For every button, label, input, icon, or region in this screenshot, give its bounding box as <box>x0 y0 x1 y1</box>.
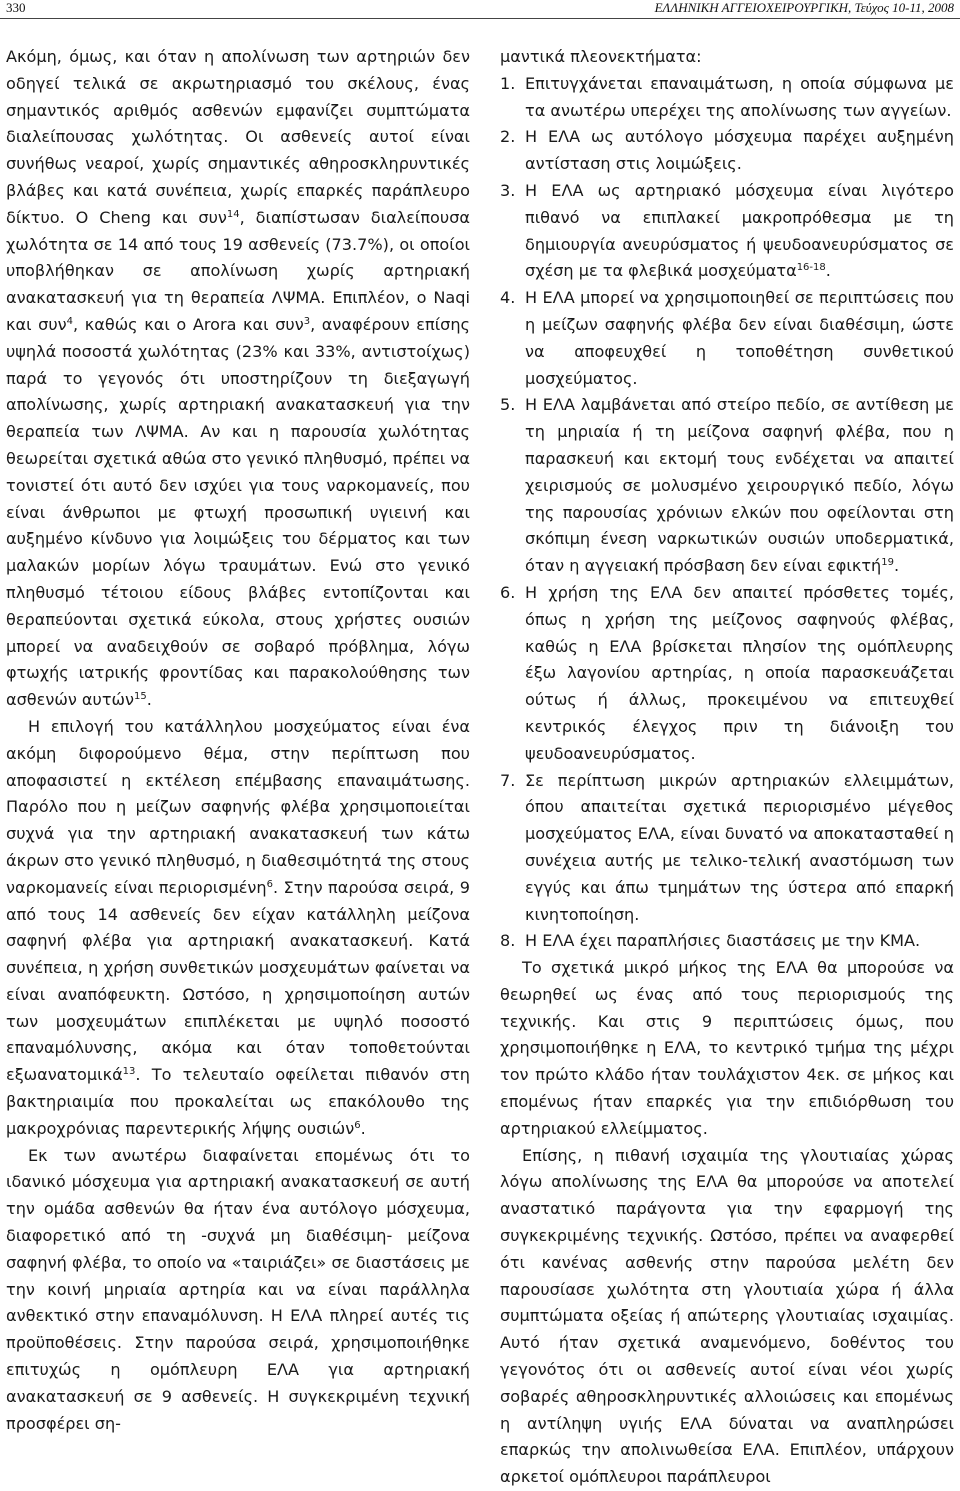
citation: 4 <box>66 315 74 327</box>
running-header: ΕΛΛΗΝΙΚΗ ΑΓΓΕΙΟΧΕΙΡΟΥΡΓΙΚΗ, Τεύχος 10-11, 2008 <box>654 0 954 15</box>
list-item: 8. Η ΕΛΑ έχει παραπλήσιες διαστάσεις με την ΚΜΑ. <box>500 931 921 951</box>
header-rule <box>0 18 960 19</box>
citation: 3 <box>303 315 311 327</box>
right-column <box>500 44 954 1491</box>
citation: 13 <box>122 1066 136 1078</box>
paragraph-gluteal-ischemia: Επίσης, η πιθανή ισχαιμία της γλουτιαίας χώρας λόγω απολίνωσης της ΕΛΑ θα μπορούσε να αποτελεί αναστατικό παράγοντα για την εφαρμογή της συγκεκριμένης τεχνικής. Ωστόσο, πρέπει να αναφερθεί ότι κανένας ασθενής στην παρούσα μελέτη δεν παρουσίασε χωλότητα στη γλουτιαία χώρα ή άλλα συμπτώματα οξείας ή απώτερης γλουτιαίας ισχαιμίας. Αυτό ήταν σχετικά αναμενόμενο, δοθέντος του γεγονότος ότι οι ασθενείς αυτοί είναι νέοι χωρίς σοβαρές αθηροσκληρυντικές αλλοιώσεις και επομένως η αντίληψη υγιής ΕΛΑ δύναται να αναπληρώσει επαρκώς την απολινωθείσα ΕΛΑ. Επιπλέον, υπάρχουν αρκετοί ομόπλευροι παράπλευροι <box>500 1145 954 1487</box>
paragraph-claudication: Ακόμη, όμως, και όταν η απολίνωση των αρτηριών δεν οδηγεί τελικά σε ακρωτηριασμό του σκέλους, ένας σημαντικός αριθμός ασθενών εμφανίζει συμπτώματα διαλείπουσας χωλότητας. Οι ασθενείς αυτοί είναι συνήθως νεαροί, χωρίς σημαντικές αθηροσκληρυντικές βλάβες και κατά συνέπεια, χωρίς επαρκές παράπλευρο δίκτυο. Ο Cheng και συν$^{14}$, διαπίστωσαν διαλείπουσα χωλότητα σε 14 από τους 19 ασθενείς (73.7%), οι οποίοι υποβλήθηκαν σε απολίνωση χωρίς αρτηριακή ανακατασκευή για τη θεραπεία ΛΨΜΑ. Επιπλέον, ο Naqi και συν$^4$, καθώς και ο Arora και συν$^3$, αναφέρουν επίσης υψηλά ποσοστά χωλότητας (23% και 33%, αντιστοίχως) παρά το γεγονός ότι υποστηρίζουν τη διεξαγωγή απολίνωσης, χωρίς αρτηριακή ανακατασκευή για την θεραπεία των ΛΨΜΑ. Αν και η παρουσία χωλότητας θεωρείται σχετικά αθώα στο γενικό πληθυσμό, πρέπει να τονιστεί ότι αυτό δεν ισχύει για τους ναρκομανείς, που είναι άνθρωποι με φτωχή προσωπική υγιεινή και αυξημένο κίνδυνο για λοιμώξεις του δέρματος και των μαλακών μορίων λόγω τραυμάτων. Ενώ στο γενικό πληθυσμό τέτοιου είδους βλάβες εντοπίζονται και θεραπεύονται σχετικά εύκολα, στους χρήστες ουσιών μπορεί να αναδειχθούν σε σοβαρό πρόβλημα, λόγω φτωχής ιατρικής φροντίδας και παρακολούθησης των ασθενών αυτών$^{15}$. <box>6 47 471 710</box>
list-intro: μαντικά πλεονεκτήματα: <box>500 47 702 66</box>
list-item: 4. Η ΕΛΑ μπορεί να χρησιμοποιηθεί σε περιπτώσεις που η μείζων σαφηνής φλέβα δεν είναι διαθέσιμη, ώστε να αποφευχθεί η τοποθέτηση συνθετικού μοσχεύματος. <box>500 288 954 388</box>
list-item: 5. Η ΕΛΑ λαμβάνεται από στείρο πεδίο, σε αντίθεση με τη μηριαία ή τη μείζονα σαφηνή φλέβα, που η παρασκευή και εκτομή τους ενδέχεται να απαιτεί χειρισμούς σε μολυσμένο χειρουργικό πεδίο, λόγω της παρουσίας χρόνιων ελκών που οφείλονται στη σκόπιμη ένεση ναρκωτικών ουσιών υποδερματικά, όταν η αγγειακή πρόσβαση δεν είναι εφικτή$^{19}$. <box>500 395 954 576</box>
citation: 6 <box>266 878 273 890</box>
page-number: 330 <box>6 0 26 15</box>
paragraph-length-limitation: Το σχετικά μικρό μήκος της ΕΛΑ θα μπορούσε να θεωρηθεί ως ένας από τους περιορισμούς της τεχνικής. Και στις 9 περιπτώσεις όμως, που χρησιμοποιήθηκε η ΕΛΑ, το κεντρικό τμήμα της μέχρι τον πρώτο κλάδο ήταν τουλάχιστον 4εκ. σε μήκος και επομένως ήταν επαρκές για την επιδιόρθωση του αρτηριακού ελλείμματος. <box>500 958 954 1138</box>
advantages-list <box>500 71 954 955</box>
citation: 14 <box>226 208 240 220</box>
list-item: 7. Σε περίπτωση μικρών αρτηριακών ελλειμμάτων, όπου απαιτείται σχετικά περιορισμένο μέγεθος μοσχεύματος ΕΛΑ, είναι δυνατό να αποκατασταθεί η συνέχεια αυτής με τελικο-τελική αναστόμωση των εγγύς και άπω τμημάτων της ύστερα από επαρκή κινητοποίηση. <box>500 770 954 924</box>
paragraph-graft-choice: Η επιλογή του κατάλληλου μοσχεύματος είναι ένα ακόμη διφορούμενο θέμα, στην περίπτωση που αποφασιστεί η εκτέλεση επέμβασης επαναιμάτωσης. Παρόλο που η μείζων σαφηνής φλέβα χρησιμοποιείται συχνά για την αρτηριακή ανακατασκευή των κάτω άκρων στο γενικό πληθυσμό, η διαθεσιμότητά της στους ναρκομανείς είναι περιορισμένη$^6$. Στην παρούσα σειρά, 9 από τους 14 ασθενείς δεν είχαν κατάλληλη μείζονα σαφηνή φλέβα για αρτηριακή ανακατασκευή. Κατά συνέπεια, η χρήση συνθετικών μοσχευμάτων φαίνεται να είναι αναπόφευκτη. Ωστόσο, η χρησιμοποίηση αυτών των μοσχευμάτων επιπλέκεται με υψηλό ποσοστό επαναμόλυνσης, ακόμα και όταν τοποθετούνται εξωανατομικά$^{13}$. Το τελευταίο οφείλεται πιθανόν στη βακτηριαιμία που προκαλείται ως επακόλουθο της μακροχρόνιας παρεντερικής λήψης ουσιών$^6$. <box>6 716 470 1138</box>
paragraph-ideal-graft: Εκ των ανωτέρω διαφαίνεται επομένως ότι το ιδανικό μόσχευμα για αρτηριακή ανακατασκευή σε αυτή την ομάδα ασθενών θα ήταν ένα αυτόλογο μόσχευμα, διαφορετικό από τη -συχνά μη διαθέσιμη- μείζονα σαφηνή φλέβα, το οποίο να «ταιριάζει» σε διαστάσεις με την κοινή μηριαία αρτηρία και να είναι παράλληλα ανθεκτικό στην επαναμόλυνση. Η ΕΛΑ πληρεί αυτές τις προϋποθέσεις. Στην παρούσα σειρά, χρησιμοποιήθηκε επιτυχώς η ομόπλευρη ΕΛΑ για αρτηριακή ανακατασκευή σε 9 ασθενείς. Η συγκεκριμένη τεχνική προσφέρει ση- <box>6 1145 470 1433</box>
citation: 19 <box>881 557 894 569</box>
list-item: 3. Η ΕΛΑ ως αρτηριακό μόσχευμα είναι λιγότερο πιθανό να επιπλακεί μακροπρόθεσμα με τη δημιουργία ανευρύσματος ή ψευδοανευρύσματος σε σχέση με τα φλεβικά μοσχεύματα$^{16-18}$. <box>500 180 954 281</box>
left-column <box>6 44 470 1437</box>
list-item: 2. Η ΕΛΑ ως αυτόλογο μόσχευμα παρέχει αυξημένη αντίσταση στις λοιμώξεις. <box>500 127 954 174</box>
citation: 6 <box>354 1119 361 1131</box>
citation: 16-18 <box>796 262 826 274</box>
list-item: 1. Επιτυγχάνεται επαναιμάτωση, η οποία σύμφωνα με τα ανωτέρω υπερέχει της απολίνωσης των αγγείων. <box>500 73 954 120</box>
list-item: 6. Η χρήση της ΕΛΑ δεν απαιτεί πρόσθετες τομές, όπως η χρήση της μείζονος σαφηνούς φλέβας, καθώς η ΕΛΑ βρίσκεται πλησίον της ομόπλευρης έξω λαγονίου αρτηρίας, η οποία παρασκευάζεται ούτως ή άλλως, προκειμένου να επιτευχθεί κεντρικός έλεγχος πριν τη διάνοιξη του ψευδοανευρύσματος. <box>500 582 954 763</box>
citation: 15 <box>134 691 147 703</box>
